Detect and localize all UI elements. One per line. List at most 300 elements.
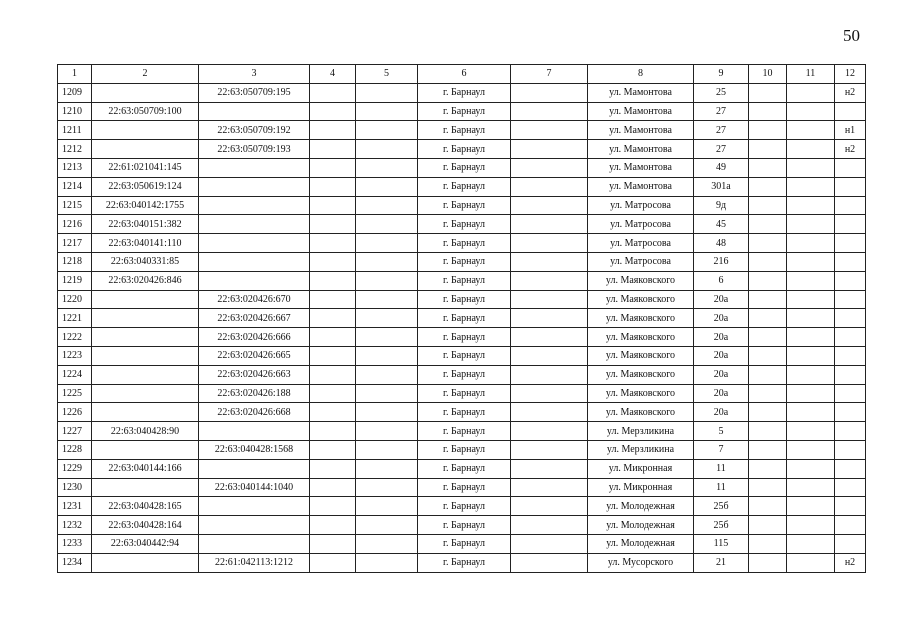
- table-row: [58, 365, 866, 384]
- table-row: [58, 553, 866, 572]
- street-cell: ул. Матросова: [588, 196, 694, 215]
- cadastral-number-cell: 22:63:050709:100: [92, 102, 199, 121]
- col10-cell: [749, 309, 787, 328]
- city-cell: г. Барнаул: [418, 403, 511, 422]
- table-row: [58, 422, 866, 441]
- col10-cell: [749, 290, 787, 309]
- table-row: [58, 328, 866, 347]
- cadastral-number-cell: [92, 121, 199, 140]
- table-row: [58, 534, 866, 553]
- col7-cell: [511, 309, 588, 328]
- note-cell: [835, 422, 866, 441]
- room-cadastral-number-cell: [199, 497, 310, 516]
- col5-cell: [356, 534, 418, 553]
- col4-cell: [310, 328, 356, 347]
- street-cell: ул. Мамонтова: [588, 83, 694, 102]
- col5-cell: [356, 346, 418, 365]
- cadastral-number-cell: [92, 384, 199, 403]
- column-header: 7: [511, 65, 588, 84]
- note-cell: [835, 478, 866, 497]
- house-number-cell: 9д: [694, 196, 749, 215]
- col10-cell: [749, 516, 787, 535]
- col11-cell: [787, 271, 835, 290]
- room-cadastral-number-cell: [199, 102, 310, 121]
- cadastral-number-cell: [92, 140, 199, 159]
- street-cell: ул. Мерзликина: [588, 422, 694, 441]
- col4-cell: [310, 309, 356, 328]
- room-cadastral-number-cell: 22:63:020426:665: [199, 346, 310, 365]
- row-number-cell: 1222: [58, 328, 92, 347]
- house-number-cell: 27: [694, 121, 749, 140]
- col5-cell: [356, 497, 418, 516]
- cadastral-number-cell: 22:63:040428:164: [92, 516, 199, 535]
- room-cadastral-number-cell: [199, 158, 310, 177]
- col5-cell: [356, 290, 418, 309]
- house-number-cell: 25б: [694, 497, 749, 516]
- note-cell: [835, 516, 866, 535]
- col5-cell: [356, 83, 418, 102]
- col4-cell: [310, 516, 356, 535]
- room-cadastral-number-cell: [199, 516, 310, 535]
- col7-cell: [511, 177, 588, 196]
- house-number-cell: 27: [694, 102, 749, 121]
- house-number-cell: 45: [694, 215, 749, 234]
- house-number-cell: 115: [694, 534, 749, 553]
- street-cell: ул. Мамонтова: [588, 102, 694, 121]
- row-number-cell: 1225: [58, 384, 92, 403]
- col4-cell: [310, 440, 356, 459]
- row-number-cell: 1232: [58, 516, 92, 535]
- col5-cell: [356, 478, 418, 497]
- street-cell: ул. Мерзликина: [588, 440, 694, 459]
- table-row: [58, 440, 866, 459]
- table-row: [58, 196, 866, 215]
- col11-cell: [787, 365, 835, 384]
- city-cell: г. Барнаул: [418, 177, 511, 196]
- row-number-cell: 1224: [58, 365, 92, 384]
- col7-cell: [511, 440, 588, 459]
- house-number-cell: 27: [694, 140, 749, 159]
- column-header: 11: [787, 65, 835, 84]
- street-cell: ул. Маяковского: [588, 328, 694, 347]
- table-row: [58, 271, 866, 290]
- cadastral-number-cell: 22:63:040442:94: [92, 534, 199, 553]
- street-cell: ул. Молодежная: [588, 497, 694, 516]
- table-row: [58, 121, 866, 140]
- street-cell: ул. Маяковского: [588, 271, 694, 290]
- col4-cell: [310, 384, 356, 403]
- house-number-cell: 20а: [694, 309, 749, 328]
- column-header: 1: [58, 65, 92, 84]
- col7-cell: [511, 83, 588, 102]
- col7-cell: [511, 516, 588, 535]
- street-cell: ул. Молодежная: [588, 516, 694, 535]
- note-cell: [835, 403, 866, 422]
- table-row: [58, 215, 866, 234]
- house-number-cell: 11: [694, 459, 749, 478]
- street-cell: ул. Маяковского: [588, 365, 694, 384]
- note-cell: [835, 177, 866, 196]
- cadastral-number-cell: [92, 478, 199, 497]
- note-cell: [835, 534, 866, 553]
- col4-cell: [310, 346, 356, 365]
- row-number-cell: 1218: [58, 252, 92, 271]
- col11-cell: [787, 403, 835, 422]
- table-header: [58, 65, 866, 84]
- note-cell: [835, 309, 866, 328]
- house-number-cell: 216: [694, 252, 749, 271]
- note-cell: [835, 271, 866, 290]
- col7-cell: [511, 252, 588, 271]
- room-cadastral-number-cell: [199, 534, 310, 553]
- col5-cell: [356, 271, 418, 290]
- house-number-cell: 25: [694, 83, 749, 102]
- col5-cell: [356, 440, 418, 459]
- cadastral-number-cell: 22:63:040151:382: [92, 215, 199, 234]
- street-cell: ул. Маяковского: [588, 309, 694, 328]
- table-row: [58, 234, 866, 253]
- col11-cell: [787, 121, 835, 140]
- note-cell: [835, 346, 866, 365]
- city-cell: г. Барнаул: [418, 121, 511, 140]
- col10-cell: [749, 140, 787, 159]
- table-row: [58, 478, 866, 497]
- registry-table: [57, 64, 866, 573]
- row-number-cell: 1221: [58, 309, 92, 328]
- col7-cell: [511, 328, 588, 347]
- col10-cell: [749, 553, 787, 572]
- col4-cell: [310, 215, 356, 234]
- room-cadastral-number-cell: 22:63:040428:1568: [199, 440, 310, 459]
- street-cell: ул. Маяковского: [588, 384, 694, 403]
- city-cell: г. Барнаул: [418, 290, 511, 309]
- city-cell: г. Барнаул: [418, 215, 511, 234]
- note-cell: [835, 365, 866, 384]
- col7-cell: [511, 234, 588, 253]
- col7-cell: [511, 121, 588, 140]
- col5-cell: [356, 252, 418, 271]
- col11-cell: [787, 290, 835, 309]
- col11-cell: [787, 516, 835, 535]
- room-cadastral-number-cell: [199, 271, 310, 290]
- room-cadastral-number-cell: 22:63:020426:668: [199, 403, 310, 422]
- col11-cell: [787, 102, 835, 121]
- col10-cell: [749, 271, 787, 290]
- col7-cell: [511, 158, 588, 177]
- col5-cell: [356, 215, 418, 234]
- street-cell: ул. Мамонтова: [588, 177, 694, 196]
- street-cell: ул. Маяковского: [588, 403, 694, 422]
- room-cadastral-number-cell: [199, 196, 310, 215]
- street-cell: ул. Матросова: [588, 234, 694, 253]
- col10-cell: [749, 478, 787, 497]
- city-cell: г. Барнаул: [418, 328, 511, 347]
- house-number-cell: 20а: [694, 346, 749, 365]
- col10-cell: [749, 215, 787, 234]
- note-cell: [835, 497, 866, 516]
- note-cell: н2: [835, 83, 866, 102]
- house-number-cell: 7: [694, 440, 749, 459]
- house-number-cell: 20а: [694, 328, 749, 347]
- city-cell: г. Барнаул: [418, 309, 511, 328]
- room-cadastral-number-cell: 22:63:020426:663: [199, 365, 310, 384]
- col4-cell: [310, 83, 356, 102]
- house-number-cell: 48: [694, 234, 749, 253]
- col11-cell: [787, 384, 835, 403]
- col10-cell: [749, 83, 787, 102]
- col5-cell: [356, 177, 418, 196]
- col11-cell: [787, 459, 835, 478]
- street-cell: ул. Мамонтова: [588, 121, 694, 140]
- table-row: [58, 497, 866, 516]
- col11-cell: [787, 158, 835, 177]
- col4-cell: [310, 534, 356, 553]
- city-cell: г. Барнаул: [418, 478, 511, 497]
- table-row: [58, 102, 866, 121]
- column-header: 10: [749, 65, 787, 84]
- col4-cell: [310, 290, 356, 309]
- street-cell: ул. Мамонтова: [588, 140, 694, 159]
- col7-cell: [511, 346, 588, 365]
- room-cadastral-number-cell: [199, 252, 310, 271]
- note-cell: н2: [835, 140, 866, 159]
- note-cell: [835, 215, 866, 234]
- street-cell: ул. Матросова: [588, 215, 694, 234]
- room-cadastral-number-cell: 22:63:050709:192: [199, 121, 310, 140]
- column-header: 12: [835, 65, 866, 84]
- city-cell: г. Барнаул: [418, 102, 511, 121]
- cadastral-number-cell: 22:63:040331:85: [92, 252, 199, 271]
- col5-cell: [356, 384, 418, 403]
- table-row: [58, 459, 866, 478]
- note-cell: [835, 196, 866, 215]
- col10-cell: [749, 121, 787, 140]
- col10-cell: [749, 346, 787, 365]
- city-cell: г. Барнаул: [418, 497, 511, 516]
- col5-cell: [356, 553, 418, 572]
- col5-cell: [356, 328, 418, 347]
- row-number-cell: 1223: [58, 346, 92, 365]
- col4-cell: [310, 403, 356, 422]
- table-row: [58, 158, 866, 177]
- col7-cell: [511, 140, 588, 159]
- col5-cell: [356, 309, 418, 328]
- note-cell: н1: [835, 121, 866, 140]
- col11-cell: [787, 497, 835, 516]
- col7-cell: [511, 384, 588, 403]
- col11-cell: [787, 234, 835, 253]
- row-number-cell: 1227: [58, 422, 92, 441]
- house-number-cell: 6: [694, 271, 749, 290]
- col4-cell: [310, 365, 356, 384]
- col11-cell: [787, 83, 835, 102]
- column-header: 4: [310, 65, 356, 84]
- col10-cell: [749, 403, 787, 422]
- col4-cell: [310, 196, 356, 215]
- row-number-cell: 1229: [58, 459, 92, 478]
- city-cell: г. Барнаул: [418, 140, 511, 159]
- street-cell: ул. Молодежная: [588, 534, 694, 553]
- col11-cell: [787, 553, 835, 572]
- row-number-cell: 1234: [58, 553, 92, 572]
- row-number-cell: 1210: [58, 102, 92, 121]
- col11-cell: [787, 478, 835, 497]
- col7-cell: [511, 196, 588, 215]
- column-header: 6: [418, 65, 511, 84]
- house-number-cell: 21: [694, 553, 749, 572]
- table-row: [58, 177, 866, 196]
- room-cadastral-number-cell: 22:63:050709:195: [199, 83, 310, 102]
- house-number-cell: 11: [694, 478, 749, 497]
- house-number-cell: 5: [694, 422, 749, 441]
- cadastral-number-cell: 22:63:020426:846: [92, 271, 199, 290]
- row-number-cell: 1209: [58, 83, 92, 102]
- room-cadastral-number-cell: 22:61:042113:1212: [199, 553, 310, 572]
- note-cell: [835, 158, 866, 177]
- col4-cell: [310, 422, 356, 441]
- col5-cell: [356, 234, 418, 253]
- street-cell: ул. Маяковского: [588, 346, 694, 365]
- col10-cell: [749, 422, 787, 441]
- room-cadastral-number-cell: 22:63:020426:667: [199, 309, 310, 328]
- col7-cell: [511, 215, 588, 234]
- note-cell: [835, 328, 866, 347]
- column-header: 2: [92, 65, 199, 84]
- col10-cell: [749, 534, 787, 553]
- note-cell: [835, 290, 866, 309]
- row-number-cell: 1216: [58, 215, 92, 234]
- header-row: [58, 65, 866, 84]
- table-row: [58, 83, 866, 102]
- room-cadastral-number-cell: 22:63:050709:193: [199, 140, 310, 159]
- col4-cell: [310, 478, 356, 497]
- cadastral-number-cell: [92, 365, 199, 384]
- cadastral-number-cell: 22:63:040428:90: [92, 422, 199, 441]
- house-number-cell: 20а: [694, 403, 749, 422]
- column-header: 9: [694, 65, 749, 84]
- col4-cell: [310, 140, 356, 159]
- cadastral-number-cell: [92, 290, 199, 309]
- col7-cell: [511, 497, 588, 516]
- room-cadastral-number-cell: [199, 422, 310, 441]
- col11-cell: [787, 177, 835, 196]
- street-cell: ул. Мамонтова: [588, 158, 694, 177]
- col11-cell: [787, 346, 835, 365]
- col5-cell: [356, 158, 418, 177]
- note-cell: [835, 440, 866, 459]
- col7-cell: [511, 102, 588, 121]
- col5-cell: [356, 121, 418, 140]
- table-row: [58, 309, 866, 328]
- col5-cell: [356, 196, 418, 215]
- col5-cell: [356, 516, 418, 535]
- row-number-cell: 1233: [58, 534, 92, 553]
- room-cadastral-number-cell: [199, 177, 310, 196]
- room-cadastral-number-cell: 22:63:040144:1040: [199, 478, 310, 497]
- col11-cell: [787, 252, 835, 271]
- house-number-cell: 20а: [694, 290, 749, 309]
- col10-cell: [749, 102, 787, 121]
- table-row: [58, 140, 866, 159]
- street-cell: ул. Матросова: [588, 252, 694, 271]
- table-row: [58, 290, 866, 309]
- cadastral-number-cell: [92, 346, 199, 365]
- city-cell: г. Барнаул: [418, 516, 511, 535]
- col4-cell: [310, 271, 356, 290]
- col10-cell: [749, 158, 787, 177]
- col4-cell: [310, 158, 356, 177]
- house-number-cell: 301а: [694, 177, 749, 196]
- col11-cell: [787, 440, 835, 459]
- col4-cell: [310, 177, 356, 196]
- col11-cell: [787, 309, 835, 328]
- table-row: [58, 346, 866, 365]
- city-cell: г. Барнаул: [418, 440, 511, 459]
- table-row: [58, 516, 866, 535]
- city-cell: г. Барнаул: [418, 422, 511, 441]
- city-cell: г. Барнаул: [418, 553, 511, 572]
- city-cell: г. Барнаул: [418, 459, 511, 478]
- cadastral-number-cell: [92, 83, 199, 102]
- city-cell: г. Барнаул: [418, 234, 511, 253]
- street-cell: ул. Микронная: [588, 478, 694, 497]
- col5-cell: [356, 140, 418, 159]
- cadastral-number-cell: [92, 328, 199, 347]
- cadastral-number-cell: 22:63:040428:165: [92, 497, 199, 516]
- row-number-cell: 1231: [58, 497, 92, 516]
- room-cadastral-number-cell: [199, 234, 310, 253]
- col7-cell: [511, 459, 588, 478]
- row-number-cell: 1215: [58, 196, 92, 215]
- note-cell: [835, 252, 866, 271]
- note-cell: [835, 102, 866, 121]
- street-cell: ул. Микронная: [588, 459, 694, 478]
- table-row: [58, 252, 866, 271]
- col10-cell: [749, 196, 787, 215]
- col7-cell: [511, 290, 588, 309]
- street-cell: ул. Маяковского: [588, 290, 694, 309]
- row-number-cell: 1214: [58, 177, 92, 196]
- col4-cell: [310, 252, 356, 271]
- col7-cell: [511, 534, 588, 553]
- city-cell: г. Барнаул: [418, 252, 511, 271]
- row-number-cell: 1228: [58, 440, 92, 459]
- col4-cell: [310, 553, 356, 572]
- room-cadastral-number-cell: [199, 215, 310, 234]
- page-number: 50: [843, 26, 860, 45]
- col11-cell: [787, 196, 835, 215]
- street-cell: ул. Мусорского: [588, 553, 694, 572]
- note-cell: н2: [835, 553, 866, 572]
- col5-cell: [356, 459, 418, 478]
- table-row: [58, 403, 866, 422]
- col10-cell: [749, 234, 787, 253]
- room-cadastral-number-cell: 22:63:020426:666: [199, 328, 310, 347]
- col4-cell: [310, 234, 356, 253]
- row-number-cell: 1219: [58, 271, 92, 290]
- cadastral-number-cell: [92, 553, 199, 572]
- row-number-cell: 1220: [58, 290, 92, 309]
- room-cadastral-number-cell: [199, 459, 310, 478]
- col4-cell: [310, 121, 356, 140]
- col10-cell: [749, 177, 787, 196]
- row-number-cell: 1213: [58, 158, 92, 177]
- column-header: 8: [588, 65, 694, 84]
- city-cell: г. Барнаул: [418, 365, 511, 384]
- city-cell: г. Барнаул: [418, 384, 511, 403]
- cadastral-number-cell: 22:63:050619:124: [92, 177, 199, 196]
- cadastral-number-cell: [92, 440, 199, 459]
